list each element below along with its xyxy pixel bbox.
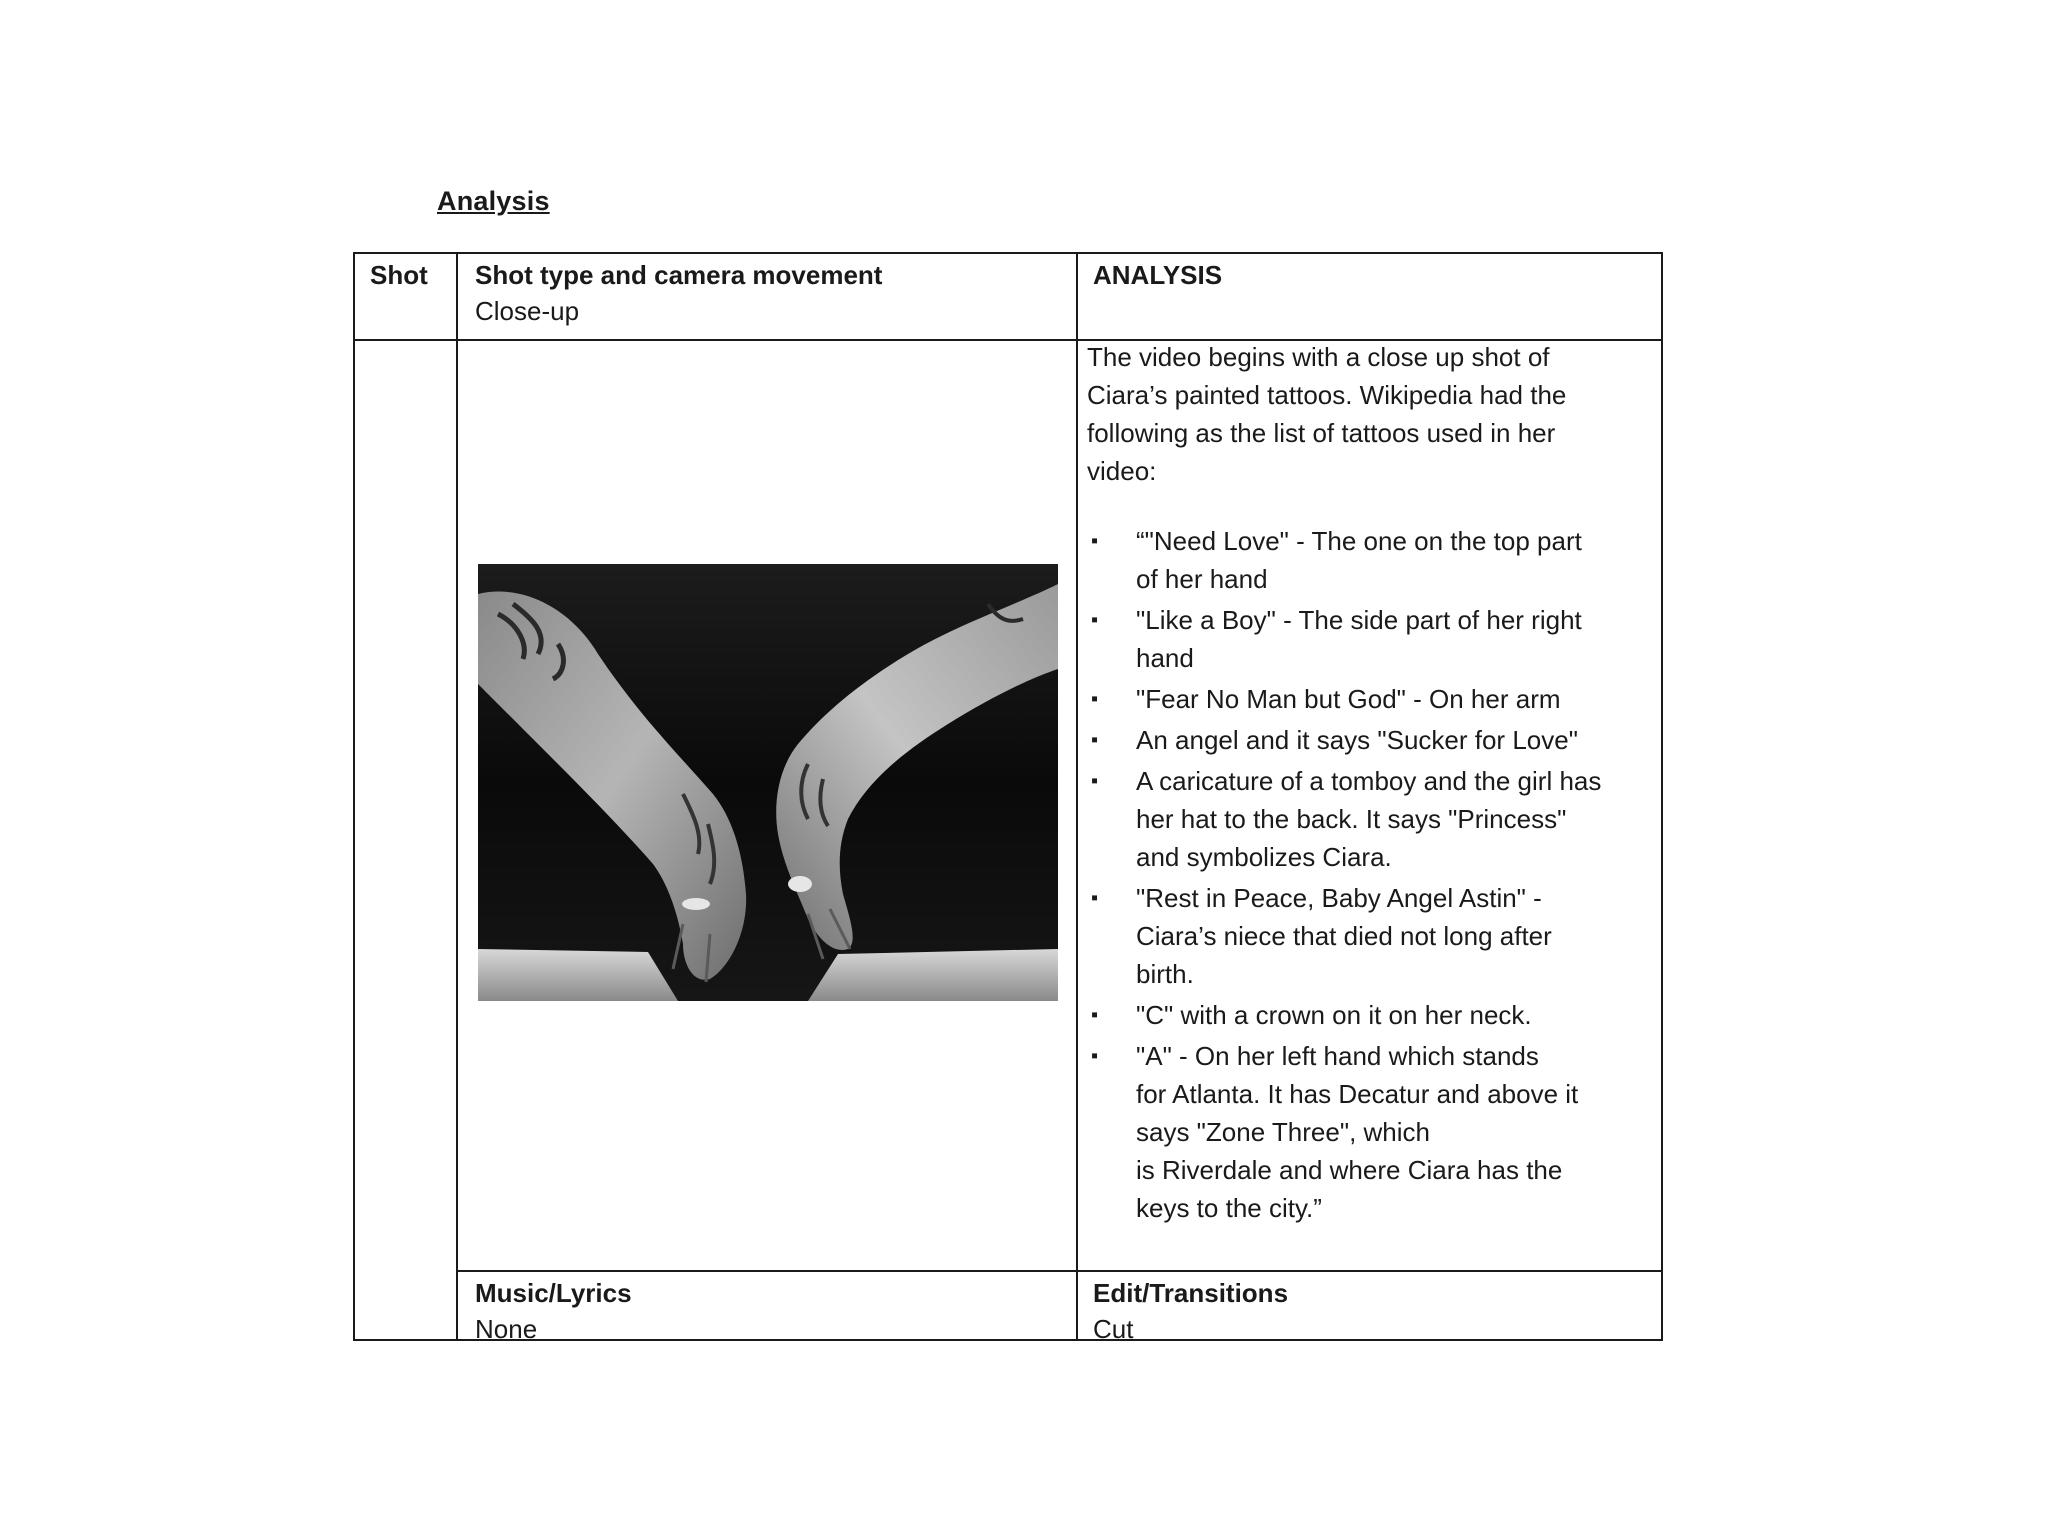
row-divider-footer: [456, 1270, 1663, 1272]
list-item: [1087, 522, 1657, 598]
list-item: [1087, 680, 1657, 718]
list-item-line: and symbolizes Ciara.: [1136, 842, 1392, 872]
list-item-line: "Fear No Man but God" - On her arm: [1136, 684, 1561, 714]
list-item-line: birth.: [1136, 959, 1194, 989]
list-item: [1087, 721, 1657, 759]
list-item-line: for Atlanta. It has Decatur and above it: [1136, 1079, 1579, 1109]
list-item-line: “"Need Love" - The one on the top part: [1136, 526, 1582, 556]
analysis-intro: [1087, 338, 1657, 490]
tattoo-list: [1087, 522, 1657, 1227]
list-item-line: "A" - On her left hand which stands: [1136, 1041, 1539, 1071]
analysis-intro-line: following as the list of tattoos used in her: [1087, 418, 1556, 448]
list-item-line: An angel and it says "Sucker for Love": [1136, 725, 1578, 755]
tattooed-hands-illustration: [478, 564, 1058, 1001]
footer-edit-value: Cut: [1093, 1314, 1134, 1344]
analysis-intro-line: The video begins with a close up shot of: [1087, 342, 1550, 372]
bullet-icon: ▪: [1091, 688, 1099, 710]
list-item-line: "Like a Boy" - The side part of her right: [1136, 605, 1582, 635]
list-item-line: hand: [1136, 643, 1194, 673]
header-analysis: ANALYSIS: [1093, 260, 1223, 290]
list-item-line: her hat to the back. It says "Princess": [1136, 804, 1567, 834]
list-item-line: "Rest in Peace, Baby Angel Astin" -: [1136, 883, 1542, 913]
list-item-line: "C" with a crown on it on her neck.: [1136, 1000, 1532, 1030]
list-item-line: says "Zone Three", which: [1136, 1117, 1430, 1147]
bullet-icon: ▪: [1091, 729, 1099, 751]
column-divider-shot: [456, 252, 458, 1341]
bullet-icon: ▪: [1091, 1045, 1099, 1067]
footer-music-value: None: [475, 1314, 538, 1344]
shot-type-value: Close-up: [475, 296, 580, 326]
analysis-text: [1087, 338, 1657, 1230]
list-item: [1087, 762, 1657, 876]
list-item: [1087, 996, 1657, 1034]
bullet-icon: ▪: [1091, 887, 1099, 909]
column-divider-analysis: [1076, 252, 1078, 1341]
list-item-line: A caricature of a tomboy and the girl has: [1136, 766, 1602, 796]
list-item-line: Ciara’s niece that died not long after: [1136, 921, 1552, 951]
footer-music-label: Music/Lyrics: [475, 1278, 632, 1308]
analysis-intro-line: Ciara’s painted tattoos. Wikipedia had the: [1087, 380, 1567, 410]
list-item: [1087, 879, 1657, 993]
bullet-icon: ▪: [1091, 609, 1099, 631]
analysis-intro-line: video:: [1087, 456, 1157, 486]
header-shot: Shot: [370, 260, 428, 290]
list-item-line: of her hand: [1136, 564, 1268, 594]
footer-edit-label: Edit/Transitions: [1093, 1278, 1289, 1308]
bullet-icon: ▪: [1091, 770, 1099, 792]
bullet-icon: ▪: [1091, 530, 1099, 552]
list-item-line: keys to the city.”: [1136, 1193, 1322, 1223]
list-item-line: is Riverdale and where Ciara has the: [1136, 1155, 1563, 1185]
header-shot-type: Shot type and camera movement: [475, 260, 883, 290]
bullet-icon: ▪: [1091, 1004, 1099, 1026]
video-still-image: [478, 564, 1058, 1001]
list-item: [1087, 1037, 1657, 1227]
list-item: [1087, 601, 1657, 677]
page-heading: Analysis: [437, 186, 550, 216]
